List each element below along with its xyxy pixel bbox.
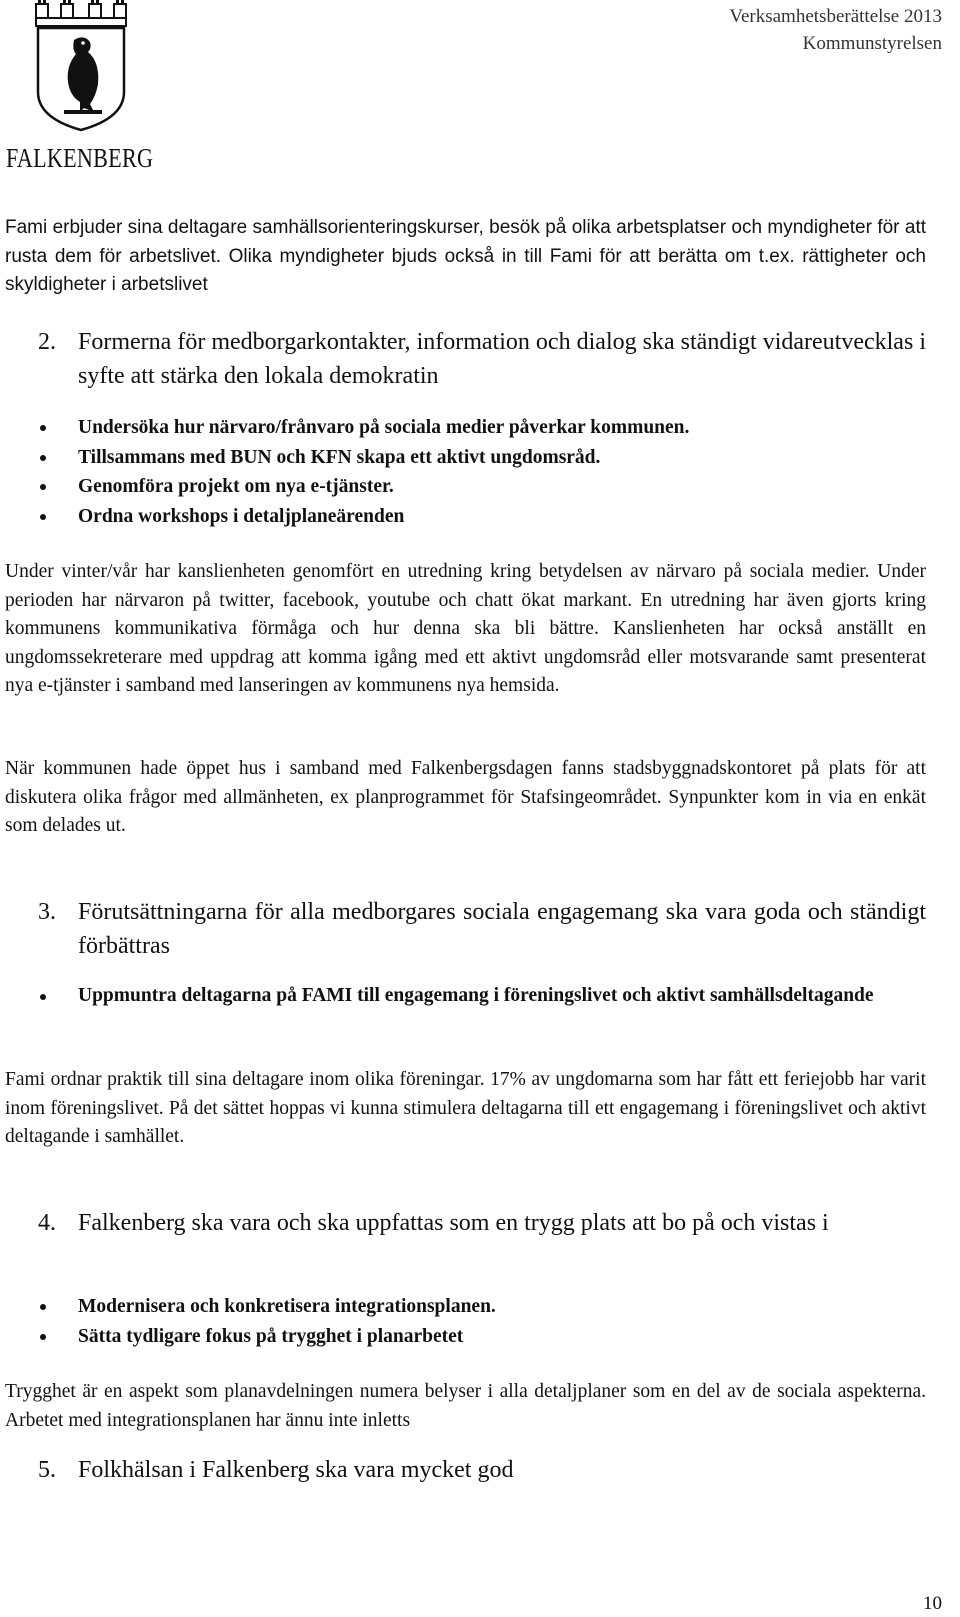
intro-paragraph: Fami erbjuder sina deltagare samhällsorienteringskurser, besök på olika arbetsplatser och myndigheter för att rusta dem för arbetslivet. Olika myndigheter bjuds också in till Fami för att berätta om t.ex. rättigheter och skyldigheter i arbetslivet xyxy=(5,217,926,295)
bullet-icon xyxy=(40,425,46,431)
bullet-icon xyxy=(40,514,46,520)
header-subtitle: Kommunstyrelsen xyxy=(802,33,942,54)
section-2-heading xyxy=(38,326,926,393)
section-5-heading xyxy=(38,1454,926,1488)
bullet-icon xyxy=(40,1304,46,1310)
list-item: Tillsammans med BUN och KFN skapa ett aktivt ungdomsråd. xyxy=(0,443,926,473)
falkenberg-logo xyxy=(6,0,156,175)
list-item: Sätta tydligare fokus på trygghet i planarbetet xyxy=(0,1322,926,1352)
section-2-number: 2. xyxy=(38,329,56,355)
section-2-paragraph-2: När kommunen hade öppet hus i samband med Falkenbergsdagen fanns stadsbyggnadskontoret på plats för att diskutera olika frågor med allmänheten, ex planprogrammet för Stafsingeområdet. Synpunkter kom in via en enkät som delades ut. xyxy=(5,758,926,836)
page-number: 10 xyxy=(923,1593,942,1614)
bullet-icon xyxy=(40,994,46,1000)
section-2-bullets xyxy=(0,413,926,531)
section-3-title: Förutsättningarna för alla medborgares sociala engagemang ska vara goda och ständigt förbättras xyxy=(78,899,926,959)
list-item: Undersöka hur närvaro/frånvaro på sociala medier påverkar kommunen. xyxy=(0,413,926,443)
section-2-title: Formerna för medborgarkontakter, information och dialog ska ständigt vidareutvecklas i syfte att stärka den lokala demokratin xyxy=(78,329,926,389)
section-2-paragraph-1: Under vinter/vår har kanslienheten genomfört en utredning kring betydelsen av närvaro på sociala medier. Under perioden har närvaron på twitter, facebook, youtube och chatt ökat markant. En utredning har även gjorts kring kommunens kommunikativa förmåga och hur denna ska bli bättre. Kanslienheten har också anställt en ungdomssekreterare med uppdrag att komma igång med ett aktivt ungdomsråd eller motsvarande samt presenterat nya e-tjänster i samband med lanseringen av kommunens nya hemsida. xyxy=(5,561,926,696)
section-3-paragraph: Fami ordnar praktik till sina deltagare inom olika föreningar. 17% av ungdomarna som har fått ett feriejobb har varit inom föreningslivet. På det sättet hoppas vi kunna stimulera deltagarna till ett engagemang i föreningslivet och aktivt deltagande i samhället. xyxy=(5,1069,926,1147)
section-3-heading xyxy=(38,896,926,963)
bullet-icon xyxy=(40,455,46,461)
section-5-title: Folkhälsan i Falkenberg ska vara mycket god xyxy=(78,1457,514,1483)
list-item: Genomföra projekt om nya e-tjänster. xyxy=(0,472,926,502)
section-5-number: 5. xyxy=(38,1457,56,1483)
coat-of-arms-icon xyxy=(34,0,129,132)
document-header xyxy=(729,3,942,57)
logo-text: FALKENBERG xyxy=(6,143,154,173)
bullet-icon xyxy=(40,484,46,490)
section-3-bullets xyxy=(0,982,926,1011)
section-3-number: 3. xyxy=(38,899,56,925)
header-title: Verksamhetsberättelse 2013 xyxy=(729,6,942,27)
section-4-heading xyxy=(38,1207,926,1241)
section-4-bullets xyxy=(0,1292,926,1351)
list-item: Uppmuntra deltagarna på FAMI till engagemang i föreningslivet och aktivt samhällsdeltagande xyxy=(0,982,926,1011)
section-4-number: 4. xyxy=(38,1210,56,1236)
section-4-paragraph: Trygghet är en aspekt som planavdelningen numera belyser i alla detaljplaner som en del av de sociala aspekterna. Arbetet med integrationsplanen har ännu inte inletts xyxy=(5,1381,926,1431)
bullet-icon xyxy=(40,1334,46,1340)
section-4-title: Falkenberg ska vara och ska uppfattas som en trygg plats att bo på och vistas i xyxy=(78,1210,829,1236)
list-item: Modernisera och konkretisera integrationsplanen. xyxy=(0,1292,926,1322)
list-item: Ordna workshops i detaljplaneärenden xyxy=(0,502,926,532)
